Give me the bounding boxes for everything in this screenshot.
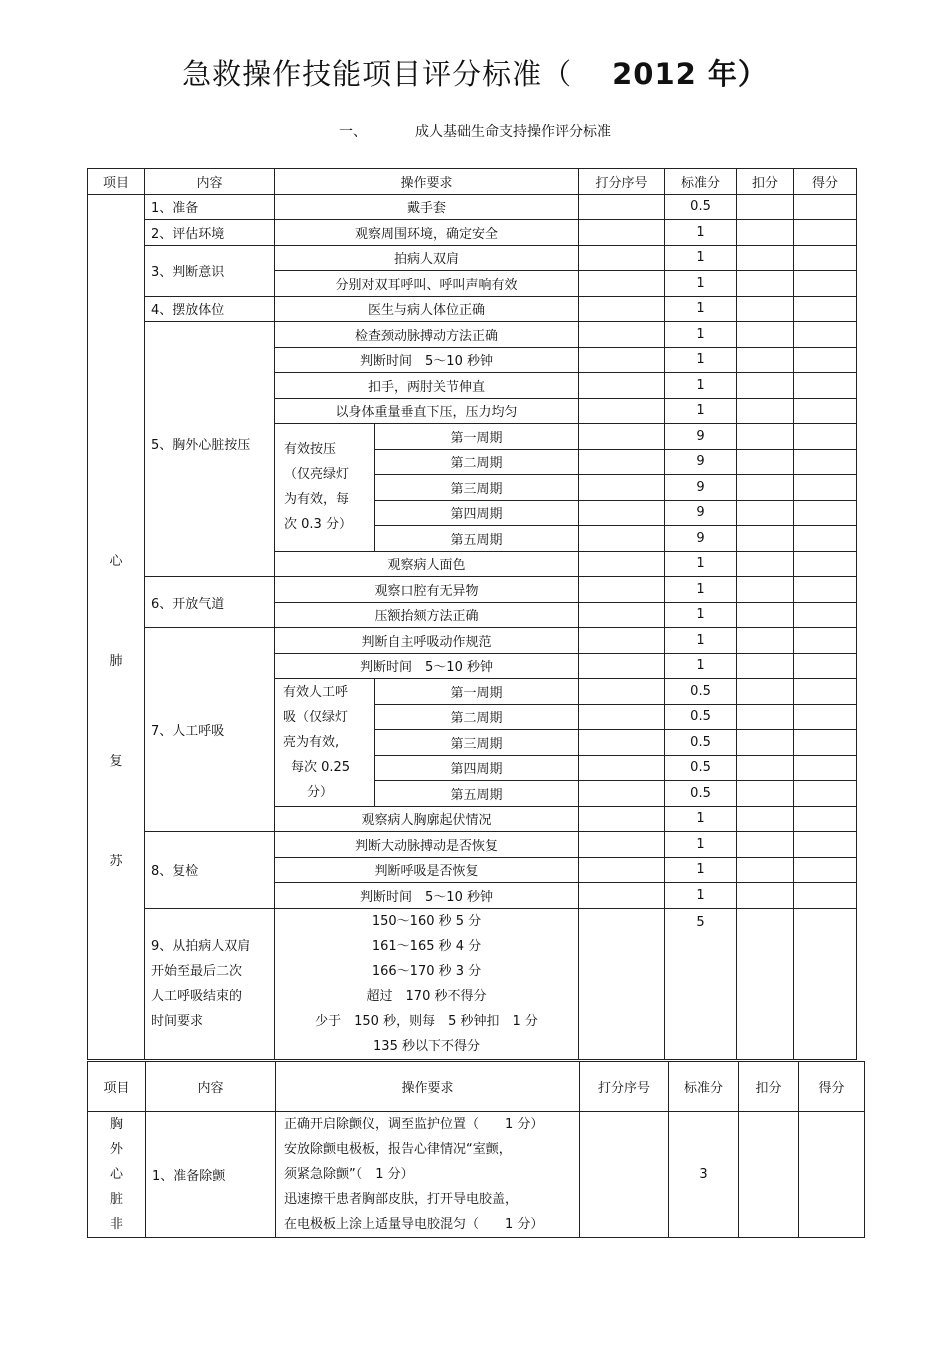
table-row [88,194,857,220]
sub-criteria-line: 次 0.3 分） [284,517,352,533]
score-cell [794,475,857,501]
standard-cell: 9 [665,475,737,501]
requirement-cell: 观察周围环境，确定安全 [275,220,579,246]
defibrillation-scoring-table [87,1061,865,1238]
time-rule: 166～170 秒 3 分 [371,963,482,979]
deduct-cell [737,908,794,1059]
standard-cell: 1 [665,296,737,322]
standard-cell: 9 [665,449,737,475]
score-cell [794,347,857,373]
standard-cell: 1 [665,806,737,832]
standard-cell: 1 [665,577,737,603]
sub-criteria-line: 每次 0.25 [291,759,351,775]
requirement-cell: 观察病人面色 [275,551,579,577]
time-rule: 135 秒以下不得分 [373,1038,480,1054]
item-char: 心 [109,1167,123,1182]
content-cell: 2、评估环境 [145,220,275,246]
requirement-line: 正确开启除颤仪，调至监护位置（ 1 分） [284,1117,544,1132]
table-header-row [88,169,857,195]
header-deduct: 扣分 [737,169,794,195]
header-content: 内容 [146,1062,276,1112]
requirement-line: 迅速擦干患者胸部皮肤，打开导电胶盖， [284,1192,519,1207]
deduct-cell [737,704,794,730]
score-cell [794,296,857,322]
cycle-cell: 第五周期 [375,526,579,552]
score-cell [794,832,857,858]
deduct-cell [737,296,794,322]
item-cpr [88,194,145,1059]
time-rule: 150～160 秒 5 分 [371,913,482,929]
requirement-cell: 判断自主呼吸动作规范 [275,628,579,654]
content-cell [145,908,275,1059]
item-char: 心 [109,553,123,569]
standard-cell: 0.5 [665,730,737,756]
seq-cell [579,730,665,756]
seq-cell [579,526,665,552]
cycle-cell: 第一周期 [375,424,579,450]
standard-cell: 1 [665,398,737,424]
table-row [88,1112,865,1238]
deduct-cell [737,857,794,883]
deduct-cell [737,322,794,348]
header-seq: 打分序号 [579,169,665,195]
content-line: 人工呼吸结束的 [151,988,243,1004]
time-rule: 161～165 秒 4 分 [371,938,482,954]
score-cell [794,373,857,399]
sub-criteria-line: 有效按压 [284,442,337,458]
seq-cell [579,475,665,501]
requirement-cell: 判断时间 5～10 秒钟 [275,653,579,679]
standard-cell: 1 [665,628,737,654]
standard-cell: 1 [665,883,737,909]
deduct-cell [737,628,794,654]
score-cell [794,679,857,705]
header-content: 内容 [145,169,275,195]
deduct-cell [739,1112,799,1238]
standard-cell: 1 [665,602,737,628]
deduct-cell [737,245,794,271]
header-standard: 标准分 [665,169,737,195]
sub-criteria-line: 分） [307,784,334,800]
deduct-cell [737,194,794,220]
deduct-cell [737,781,794,807]
section-number: 一、 [339,124,367,140]
section-title: 成人基础生命支持操作评分标准 [415,124,611,140]
table-row [88,908,857,1059]
cycle-cell: 第五周期 [375,781,579,807]
score-cell [794,245,857,271]
requirement-cell: 判断大动脉搏动是否恢复 [275,832,579,858]
sub-criteria-line: 亮为有效, [283,734,340,750]
header-item: 项目 [88,1062,146,1112]
standard-cell: 0.5 [665,679,737,705]
item-defib [88,1112,146,1238]
table-header-row [88,1062,865,1112]
deduct-cell [737,475,794,501]
requirement-cell: 观察口腔有无异物 [275,577,579,603]
header-item: 项目 [88,169,145,195]
seq-cell [579,271,665,297]
requirement-line: 在电极板上涂上适量导电胶混匀（ 1 分） [284,1217,544,1232]
item-char: 脏 [109,1192,123,1207]
seq-cell [579,322,665,348]
item-char: 肺 [109,653,123,669]
header-requirement: 操作要求 [275,169,579,195]
time-rule: 少于 150 秒，则每 5 秒钟扣 1 分 [315,1013,538,1029]
deduct-cell [737,424,794,450]
sub-criteria-line: 为有效，每 [284,492,350,508]
section-heading [0,121,950,141]
cycle-cell: 第一周期 [375,679,579,705]
standard-cell: 1 [665,857,737,883]
seq-cell [579,908,665,1059]
requirement-line: 须紧急除颤”（ 1 分） [284,1167,414,1182]
header-score: 得分 [794,169,857,195]
standard-cell: 1 [665,271,737,297]
sub-criteria-cell [275,424,375,552]
content-cell: 1、准备 [145,194,275,220]
standard-cell: 1 [665,220,737,246]
sub-criteria-line: （仅亮绿灯 [284,467,350,483]
table-row [88,220,857,246]
requirement-cell: 分别对双耳呼叫、呼叫声响有效 [275,271,579,297]
seq-cell [579,500,665,526]
deduct-cell [737,883,794,909]
seq-cell [579,194,665,220]
standard-cell: 1 [665,653,737,679]
score-cell [794,194,857,220]
time-rule: 超过 170 秒不得分 [366,988,487,1004]
standard-cell: 5 [665,908,737,1059]
cycle-cell: 第三周期 [375,475,579,501]
header-score: 得分 [799,1062,865,1112]
table-row [88,322,857,348]
score-cell [794,806,857,832]
header-deduct: 扣分 [739,1062,799,1112]
table-row [88,628,857,654]
content-line: 9、从拍病人双肩 [151,938,251,954]
standard-cell: 0.5 [665,194,737,220]
deduct-cell [737,347,794,373]
score-cell [794,653,857,679]
sub-criteria-line: 吸（仅绿灯 [283,709,349,725]
item-char: 非 [109,1217,123,1232]
score-cell [794,628,857,654]
deduct-cell [737,220,794,246]
cpr-scoring-table [87,168,857,1060]
deduct-cell [737,806,794,832]
table-row [88,832,857,858]
content-cell: 1、准备除颤 [146,1112,276,1238]
content-cell: 5、胸外心脏按压 [145,322,275,577]
requirement-cell: 以身体重量垂直下压，压力均匀 [275,398,579,424]
seq-cell [579,347,665,373]
requirement-cell: 判断呼吸是否恢复 [275,857,579,883]
content-cell: 6、开放气道 [145,577,275,628]
standard-cell: 1 [665,373,737,399]
standard-cell: 1 [665,551,737,577]
table-row [88,245,857,271]
seq-cell [579,551,665,577]
requirement-cell: 拍病人双肩 [275,245,579,271]
deduct-cell [737,577,794,603]
score-cell [799,1112,865,1238]
content-cell: 4、摆放体位 [145,296,275,322]
deduct-cell [737,551,794,577]
cycle-cell: 第二周期 [375,704,579,730]
content-cell: 8、复检 [145,832,275,909]
standard-cell: 1 [665,347,737,373]
title-year: 2012 年） [612,57,768,91]
seq-cell [579,373,665,399]
sub-criteria-cell [275,679,375,807]
content-line: 时间要求 [151,1013,204,1029]
deduct-cell [737,449,794,475]
seq-cell [579,832,665,858]
deduct-cell [737,679,794,705]
score-cell [794,322,857,348]
seq-cell [579,857,665,883]
score-cell [794,449,857,475]
requirement-cell: 压额抬颏方法正确 [275,602,579,628]
score-cell [794,908,857,1059]
seq-cell [579,704,665,730]
header-standard: 标准分 [669,1062,739,1112]
item-char: 外 [109,1142,123,1157]
deduct-cell [737,602,794,628]
seq-cell [579,245,665,271]
cycle-cell: 第四周期 [375,755,579,781]
requirement-cell: 观察病人胸廓起伏情况 [275,806,579,832]
standard-cell: 1 [665,832,737,858]
requirement-cell: 戴手套 [275,194,579,220]
header-requirement: 操作要求 [276,1062,580,1112]
seq-cell [579,296,665,322]
deduct-cell [737,398,794,424]
standard-cell: 9 [665,500,737,526]
deduct-cell [737,526,794,552]
seq-cell [579,653,665,679]
standard-cell: 9 [665,424,737,450]
seq-cell [580,1112,669,1238]
title-text: 急救操作技能项目评分标准（ [182,57,573,91]
standard-cell: 0.5 [665,755,737,781]
sub-criteria-line: 有效人工呼 [283,684,349,700]
table-row [88,577,857,603]
score-cell [794,704,857,730]
requirement-cell [275,908,579,1059]
score-cell [794,424,857,450]
header-seq: 打分序号 [580,1062,669,1112]
deduct-cell [737,730,794,756]
requirement-line: 安放除颤电极板，报告心律情况“室颤， [284,1142,512,1157]
score-cell [794,271,857,297]
cycle-cell: 第四周期 [375,500,579,526]
item-char: 苏 [109,853,123,869]
score-cell [794,755,857,781]
cycle-cell: 第二周期 [375,449,579,475]
table-row [88,296,857,322]
score-cell [794,781,857,807]
standard-cell: 3 [669,1112,739,1238]
cycle-cell: 第三周期 [375,730,579,756]
content-line: 开始至最后二次 [151,963,243,979]
deduct-cell [737,500,794,526]
item-char: 复 [109,753,123,769]
seq-cell [579,679,665,705]
requirement-cell: 医生与病人体位正确 [275,296,579,322]
requirement-cell: 判断时间 5～10 秒钟 [275,883,579,909]
score-cell [794,500,857,526]
seq-cell [579,220,665,246]
standard-cell: 9 [665,526,737,552]
score-cell [794,551,857,577]
seq-cell [579,883,665,909]
deduct-cell [737,373,794,399]
seq-cell [579,398,665,424]
standard-cell: 0.5 [665,704,737,730]
seq-cell [579,602,665,628]
score-cell [794,577,857,603]
deduct-cell [737,755,794,781]
seq-cell [579,449,665,475]
seq-cell [579,755,665,781]
seq-cell [579,577,665,603]
score-cell [794,857,857,883]
requirement-cell: 扣手，两肘关节伸直 [275,373,579,399]
standard-cell: 0.5 [665,781,737,807]
deduct-cell [737,271,794,297]
content-cell: 7、人工呼吸 [145,628,275,832]
requirement-cell: 检查颈动脉搏动方法正确 [275,322,579,348]
deduct-cell [737,653,794,679]
seq-cell [579,628,665,654]
score-cell [794,883,857,909]
standard-cell: 1 [665,245,737,271]
score-cell [794,220,857,246]
standard-cell: 1 [665,322,737,348]
seq-cell [579,424,665,450]
score-cell [794,398,857,424]
content-cell: 3、判断意识 [145,245,275,296]
deduct-cell [737,832,794,858]
requirement-cell [276,1112,580,1238]
score-cell [794,602,857,628]
score-cell [794,526,857,552]
item-char: 胸 [109,1117,123,1132]
seq-cell [579,781,665,807]
score-cell [794,730,857,756]
seq-cell [579,806,665,832]
page-title [0,52,950,93]
requirement-cell: 判断时间 5～10 秒钟 [275,347,579,373]
